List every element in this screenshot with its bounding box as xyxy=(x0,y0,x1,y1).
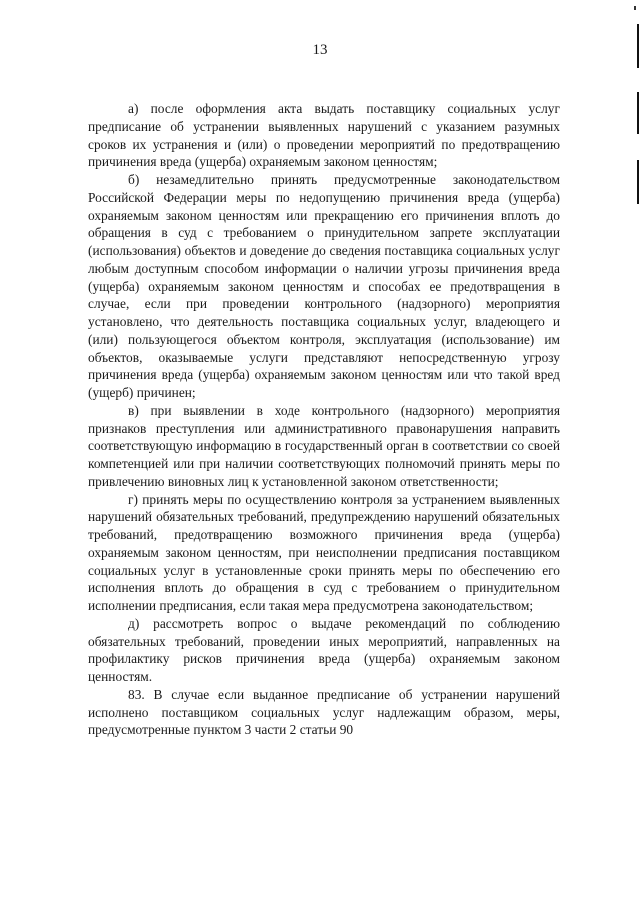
scan-edge-mark xyxy=(637,24,639,68)
document-body xyxy=(88,100,560,739)
page-number: 13 xyxy=(312,42,328,58)
paragraph-d: д) рассмотреть вопрос о выдаче рекомендаций по соблюдению обязательных требований, проведении иных мероприятий, направленных на профилактику рисков причинения вреда (ущерба) охраняемым законом ценностям. xyxy=(88,615,560,684)
scan-edge-dot xyxy=(634,6,636,10)
paragraph-83: 83. В случае если выданное предписание об устранении нарушений исполнено поставщиком социальных услуг надлежащим образом, меры, предусмотренные пунктом 3 части 2 статьи 90 xyxy=(88,686,560,738)
paragraph-b: б) незамедлительно принять предусмотренные законодательством Российской Федерации меры по недопущению причинения вреда (ущерба) охраняемым законом ценностям или прекращению его причинения вплоть до обращения в суд с требованием о принудительном запрете эксплуатации (использования) объектов и доведение до сведения поставщика социальных услуг любым доступным способом информации о наличии угрозы причинения вреда (ущерба) охраняемым законом ценностям и способах ее предотвращения в случае, если при проведении контрольного (надзорного) мероприятия установлено, что деятельность поставщика социальных услуг, владеющего и (или) пользующегося объектом контроля, эксплуатация (использование) им объектов, оказываемые услуги представляют непосредственную угрозу причинения вреда (ущерба) охраняемым законом ценностям или что такой вред (ущерб) причинен; xyxy=(88,172,560,400)
paragraph-a: а) после оформления акта выдать поставщику социальных услуг предписание об устранении выявленных нарушений с указанием разумных сроков их устранения и (или) о проведении мероприятий по предотвращению причинения вреда (ущерба) охраняемым законом ценностям; xyxy=(88,101,560,170)
paragraph-g: г) принять меры по осуществлению контроля за устранением выявленных нарушений обязательных требований, предупреждению нарушений обязательных требований, предотвращению возможного причинения вреда (ущерба) охраняемым законом ценностям, при неисполнении предписания поставщиком социальных услуг в установленные сроки принять меры по обеспечению его исполнения вплоть до обращения в суд с требованием о принудительном исполнении предписания, если такая мера предусмотрена законодательством; xyxy=(88,491,560,613)
scan-edge-mark xyxy=(637,160,639,204)
scan-edge-mark xyxy=(637,92,639,134)
paragraph-v: в) при выявлении в ходе контрольного (надзорного) мероприятия признаков преступления или административного правонарушения направить соответствующую информацию в государственный орган в соответствии со своей компетенцией или при наличии соответствующих полномочий принять меры по привлечению виновных лиц к установленной законом ответственности; xyxy=(88,402,560,489)
